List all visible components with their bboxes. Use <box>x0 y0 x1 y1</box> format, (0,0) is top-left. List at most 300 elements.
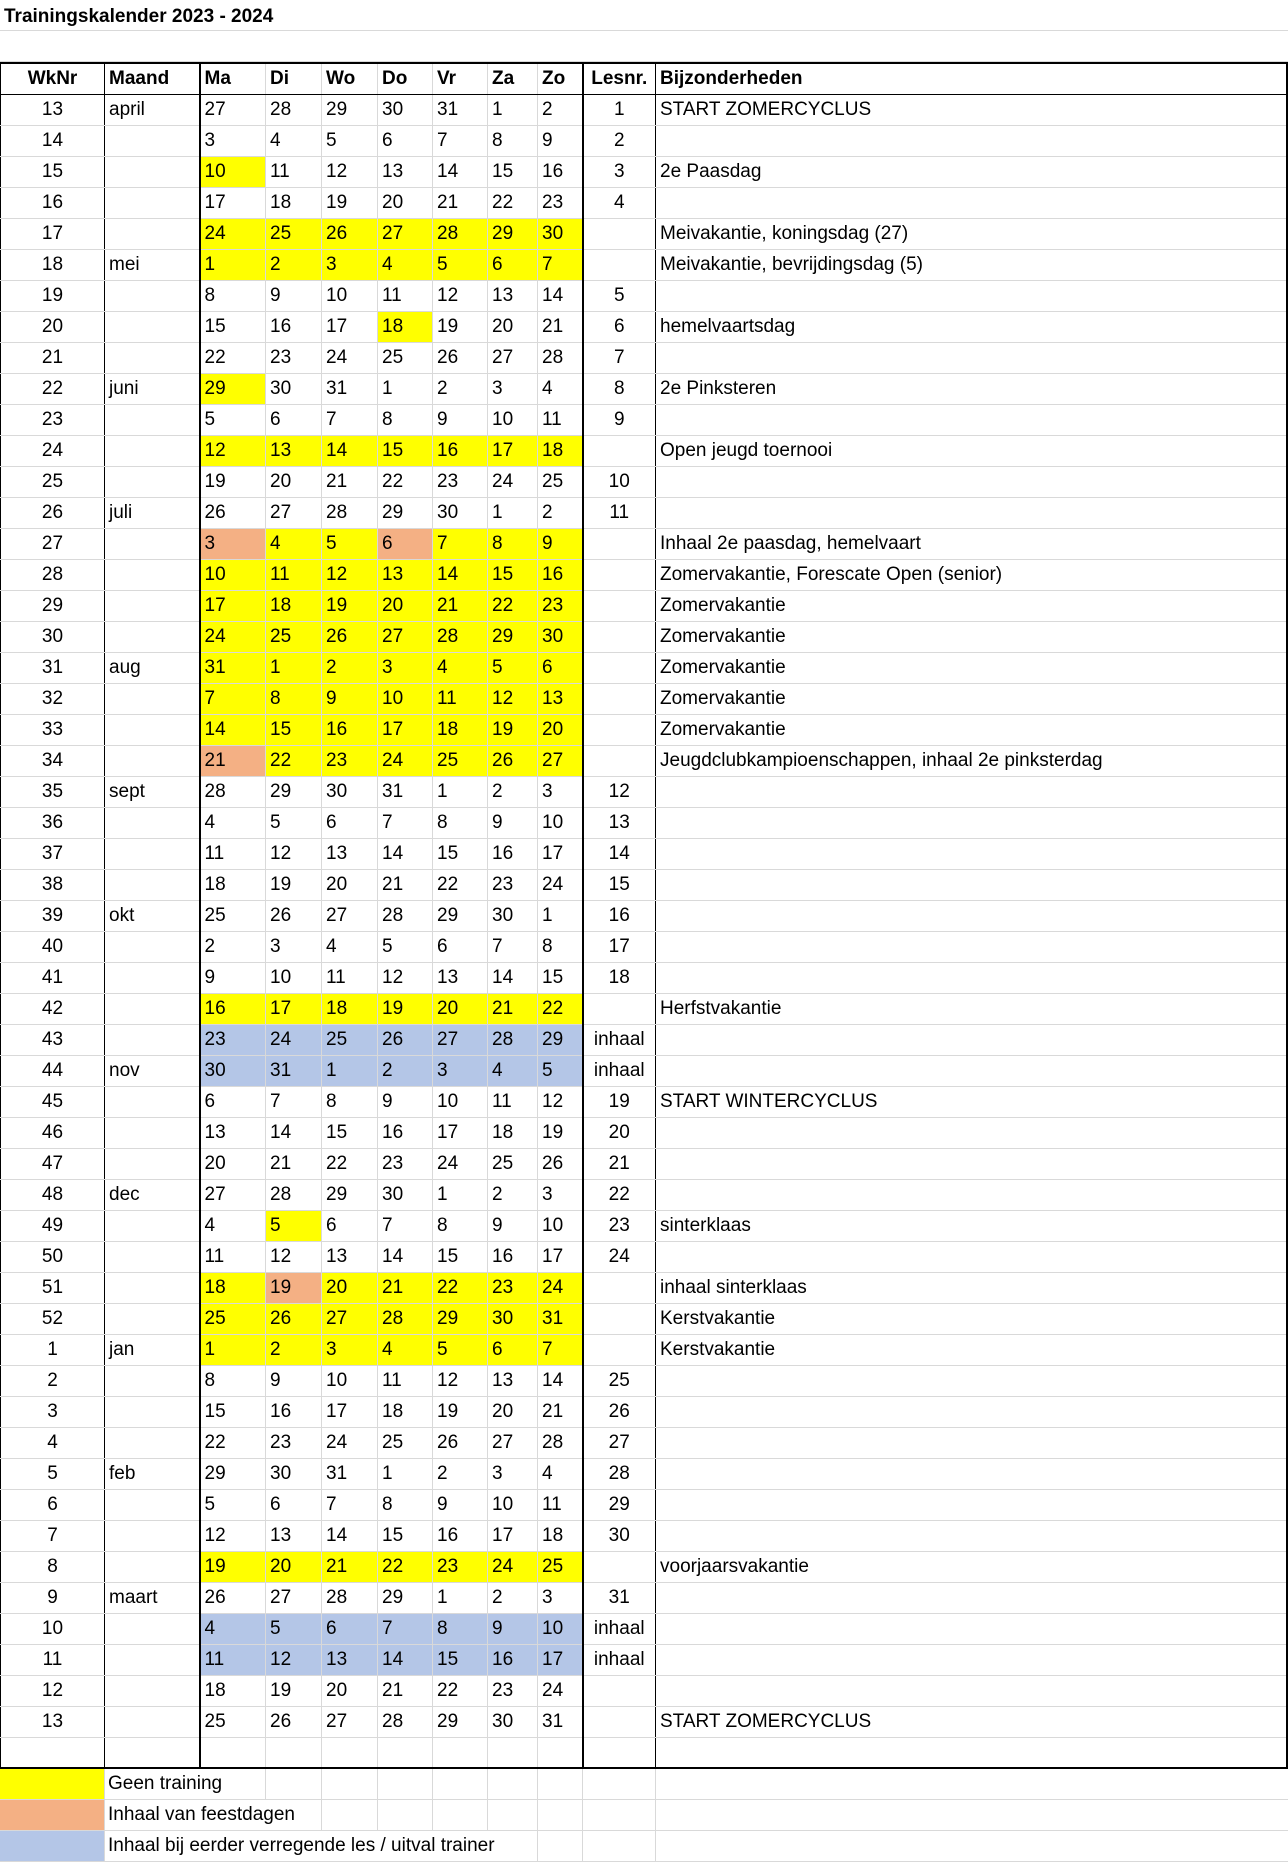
cell-vr[interactable]: 12 <box>433 1366 488 1397</box>
cell-do[interactable]: 14 <box>378 1242 433 1273</box>
cell-ma[interactable]: 19 <box>200 467 266 498</box>
cell-wo[interactable]: 17 <box>322 312 378 343</box>
cell-bijzonderheden[interactable]: START ZOMERCYCLUS <box>656 1707 1287 1738</box>
cell-lesnr[interactable]: inhaal <box>583 1056 656 1087</box>
cell-wo[interactable]: 3 <box>322 1335 378 1366</box>
cell-maand[interactable] <box>105 1211 200 1242</box>
cell-wknr[interactable]: 3 <box>1 1397 105 1428</box>
cell-vr[interactable]: 7 <box>433 126 488 157</box>
cell-za[interactable]: 10 <box>488 1490 538 1521</box>
cell-zo[interactable]: 25 <box>538 1552 583 1583</box>
cell-bijzonderheden[interactable] <box>656 1397 1287 1428</box>
col-header-vr[interactable]: Vr <box>433 63 488 95</box>
col-header-di[interactable]: Di <box>266 63 322 95</box>
cell-zo[interactable]: 30 <box>538 219 583 250</box>
cell-zo[interactable]: 15 <box>538 963 583 994</box>
cell-bijzonderheden[interactable] <box>656 1738 1287 1768</box>
cell-do[interactable]: 21 <box>378 1676 433 1707</box>
cell-ma[interactable]: 25 <box>200 1304 266 1335</box>
cell-ma[interactable]: 15 <box>200 312 266 343</box>
cell-ma[interactable]: 18 <box>200 1676 266 1707</box>
cell-ma[interactable]: 20 <box>200 1149 266 1180</box>
cell-zo[interactable]: 7 <box>538 250 583 281</box>
cell-wknr[interactable]: 30 <box>1 622 105 653</box>
cell-bijzonderheden[interactable]: START ZOMERCYCLUS <box>656 95 1287 126</box>
cell-bijzonderheden[interactable] <box>656 1118 1287 1149</box>
cell-lesnr[interactable] <box>583 560 656 591</box>
cell-maand[interactable] <box>105 312 200 343</box>
cell-ma[interactable]: 8 <box>200 281 266 312</box>
cell-wknr[interactable]: 11 <box>1 1645 105 1676</box>
cell-vr[interactable]: 25 <box>433 746 488 777</box>
cell-wo[interactable]: 26 <box>322 622 378 653</box>
cell-lesnr[interactable]: 6 <box>583 312 656 343</box>
cell-za[interactable]: 4 <box>488 1056 538 1087</box>
cell-di[interactable]: 5 <box>266 1614 322 1645</box>
cell-do[interactable]: 1 <box>378 374 433 405</box>
cell-bijzonderheden[interactable]: Zomervakantie <box>656 591 1287 622</box>
cell-wo[interactable]: 1 <box>322 1056 378 1087</box>
cell-za[interactable]: 20 <box>488 312 538 343</box>
cell-ma[interactable]: 26 <box>200 1583 266 1614</box>
cell-vr[interactable]: 11 <box>433 684 488 715</box>
cell-ma[interactable]: 7 <box>200 684 266 715</box>
cell-lesnr[interactable]: 11 <box>583 498 656 529</box>
cell-lesnr[interactable]: 16 <box>583 901 656 932</box>
cell-do[interactable]: 26 <box>378 1025 433 1056</box>
cell-ma[interactable]: 5 <box>200 1490 266 1521</box>
cell-za[interactable]: 2 <box>488 1180 538 1211</box>
cell-wo[interactable]: 11 <box>322 963 378 994</box>
cell-di[interactable]: 12 <box>266 1645 322 1676</box>
cell-maand[interactable]: juni <box>105 374 200 405</box>
cell-maand[interactable]: mei <box>105 250 200 281</box>
cell-wo[interactable]: 5 <box>322 126 378 157</box>
cell-wo[interactable]: 22 <box>322 1149 378 1180</box>
cell-wknr[interactable] <box>1 1738 105 1768</box>
cell-za[interactable]: 22 <box>488 188 538 219</box>
cell-zo[interactable]: 24 <box>538 1676 583 1707</box>
cell-lesnr[interactable]: 7 <box>583 343 656 374</box>
cell-wknr[interactable]: 12 <box>1 1676 105 1707</box>
cell-zo[interactable]: 31 <box>538 1707 583 1738</box>
cell-za[interactable] <box>488 1738 538 1768</box>
cell-do[interactable]: 5 <box>378 932 433 963</box>
cell-ma[interactable]: 5 <box>200 405 266 436</box>
cell-zo[interactable]: 17 <box>538 1242 583 1273</box>
cell-lesnr[interactable] <box>583 1738 656 1768</box>
cell-lesnr[interactable]: 3 <box>583 157 656 188</box>
cell-vr[interactable]: 29 <box>433 1304 488 1335</box>
cell-vr[interactable]: 5 <box>433 250 488 281</box>
cell-lesnr[interactable] <box>583 1273 656 1304</box>
cell-wknr[interactable]: 32 <box>1 684 105 715</box>
cell-bijzonderheden[interactable] <box>656 1459 1287 1490</box>
cell-do[interactable]: 13 <box>378 560 433 591</box>
cell-bijzonderheden[interactable]: START WINTERCYCLUS <box>656 1087 1287 1118</box>
cell-wo[interactable]: 23 <box>322 746 378 777</box>
cell-do[interactable]: 28 <box>378 901 433 932</box>
cell-lesnr[interactable]: 14 <box>583 839 656 870</box>
cell-do[interactable]: 8 <box>378 1490 433 1521</box>
cell-di[interactable]: 27 <box>266 1583 322 1614</box>
cell-bijzonderheden[interactable] <box>656 1428 1287 1459</box>
cell-ma[interactable]: 1 <box>200 250 266 281</box>
cell-zo[interactable]: 10 <box>538 1614 583 1645</box>
cell-za[interactable]: 1 <box>488 498 538 529</box>
cell-do[interactable]: 19 <box>378 994 433 1025</box>
cell-wknr[interactable]: 40 <box>1 932 105 963</box>
cell-vr[interactable]: 19 <box>433 1397 488 1428</box>
cell-di[interactable]: 24 <box>266 1025 322 1056</box>
cell-maand[interactable]: jan <box>105 1335 200 1366</box>
cell-maand[interactable]: april <box>105 95 200 126</box>
cell-bijzonderheden[interactable]: 2e Paasdag <box>656 157 1287 188</box>
cell-di[interactable]: 9 <box>266 281 322 312</box>
cell-wknr[interactable]: 39 <box>1 901 105 932</box>
cell-ma[interactable]: 21 <box>200 746 266 777</box>
cell-vr[interactable]: 17 <box>433 1118 488 1149</box>
cell-wknr[interactable]: 24 <box>1 436 105 467</box>
cell-maand[interactable]: dec <box>105 1180 200 1211</box>
cell-wo[interactable]: 26 <box>322 219 378 250</box>
cell-za[interactable]: 1 <box>488 95 538 126</box>
cell-di[interactable]: 23 <box>266 1428 322 1459</box>
cell-lesnr[interactable]: 22 <box>583 1180 656 1211</box>
cell-vr[interactable]: 15 <box>433 1242 488 1273</box>
cell-wo[interactable]: 27 <box>322 1304 378 1335</box>
cell-bijzonderheden[interactable]: Inhaal 2e paasdag, hemelvaart <box>656 529 1287 560</box>
cell-zo[interactable]: 2 <box>538 498 583 529</box>
cell-bijzonderheden[interactable] <box>656 1366 1287 1397</box>
cell-wknr[interactable]: 49 <box>1 1211 105 1242</box>
cell-wo[interactable]: 12 <box>322 560 378 591</box>
cell-za[interactable]: 22 <box>488 591 538 622</box>
cell-wknr[interactable]: 48 <box>1 1180 105 1211</box>
cell-vr[interactable]: 21 <box>433 591 488 622</box>
cell-wknr[interactable]: 50 <box>1 1242 105 1273</box>
cell-di[interactable]: 23 <box>266 343 322 374</box>
cell-ma[interactable]: 16 <box>200 994 266 1025</box>
cell-maand[interactable] <box>105 994 200 1025</box>
cell-do[interactable]: 17 <box>378 715 433 746</box>
cell-ma[interactable]: 26 <box>200 498 266 529</box>
cell-di[interactable]: 3 <box>266 932 322 963</box>
cell-vr[interactable]: 22 <box>433 1273 488 1304</box>
cell-do[interactable]: 14 <box>378 1645 433 1676</box>
cell-za[interactable]: 3 <box>488 1459 538 1490</box>
cell-wknr[interactable]: 41 <box>1 963 105 994</box>
cell-zo[interactable]: 3 <box>538 1180 583 1211</box>
cell-maand[interactable] <box>105 343 200 374</box>
cell-wknr[interactable]: 27 <box>1 529 105 560</box>
cell-bijzonderheden[interactable] <box>656 1180 1287 1211</box>
cell-vr[interactable]: 1 <box>433 777 488 808</box>
cell-maand[interactable] <box>105 870 200 901</box>
cell-lesnr[interactable] <box>583 250 656 281</box>
cell-ma[interactable]: 4 <box>200 1211 266 1242</box>
cell-ma[interactable]: 10 <box>200 157 266 188</box>
cell-do[interactable]: 15 <box>378 436 433 467</box>
cell-ma[interactable]: 31 <box>200 653 266 684</box>
cell-maand[interactable] <box>105 1149 200 1180</box>
cell-wo[interactable]: 20 <box>322 1676 378 1707</box>
cell-za[interactable]: 17 <box>488 1521 538 1552</box>
cell-wo[interactable]: 8 <box>322 1087 378 1118</box>
cell-lesnr[interactable] <box>583 529 656 560</box>
col-header-ma[interactable]: Ma <box>200 63 266 95</box>
cell-wknr[interactable]: 20 <box>1 312 105 343</box>
cell-za[interactable]: 24 <box>488 467 538 498</box>
cell-lesnr[interactable]: 31 <box>583 1583 656 1614</box>
cell-zo[interactable]: 21 <box>538 1397 583 1428</box>
cell-di[interactable]: 5 <box>266 1211 322 1242</box>
cell-maand[interactable] <box>105 467 200 498</box>
cell-wo[interactable]: 19 <box>322 188 378 219</box>
cell-di[interactable]: 2 <box>266 250 322 281</box>
cell-ma[interactable]: 24 <box>200 622 266 653</box>
cell-di[interactable]: 26 <box>266 901 322 932</box>
cell-vr[interactable]: 28 <box>433 219 488 250</box>
cell-maand[interactable] <box>105 622 200 653</box>
cell-vr[interactable]: 14 <box>433 157 488 188</box>
cell-maand[interactable] <box>105 1304 200 1335</box>
cell-vr[interactable]: 19 <box>433 312 488 343</box>
cell-vr[interactable]: 22 <box>433 1676 488 1707</box>
cell-zo[interactable]: 29 <box>538 1025 583 1056</box>
cell-wo[interactable]: 6 <box>322 1614 378 1645</box>
cell-za[interactable]: 20 <box>488 1397 538 1428</box>
cell-ma[interactable]: 2 <box>200 932 266 963</box>
col-header-zo[interactable]: Zo <box>538 63 583 95</box>
cell-bijzonderheden[interactable]: sinterklaas <box>656 1211 1287 1242</box>
cell-wo[interactable]: 6 <box>322 808 378 839</box>
cell-di[interactable]: 4 <box>266 529 322 560</box>
cell-za[interactable]: 5 <box>488 653 538 684</box>
cell-ma[interactable]: 9 <box>200 963 266 994</box>
cell-wo[interactable]: 4 <box>322 932 378 963</box>
cell-di[interactable]: 19 <box>266 870 322 901</box>
cell-di[interactable]: 5 <box>266 808 322 839</box>
cell-wknr[interactable]: 35 <box>1 777 105 808</box>
cell-bijzonderheden[interactable] <box>656 963 1287 994</box>
cell-di[interactable]: 6 <box>266 405 322 436</box>
cell-wo[interactable]: 29 <box>322 95 378 126</box>
cell-vr[interactable]: 9 <box>433 1490 488 1521</box>
cell-wo[interactable]: 13 <box>322 839 378 870</box>
cell-zo[interactable]: 7 <box>538 1335 583 1366</box>
cell-vr[interactable]: 27 <box>433 1025 488 1056</box>
cell-di[interactable]: 14 <box>266 1118 322 1149</box>
cell-wo[interactable]: 28 <box>322 498 378 529</box>
cell-di[interactable]: 26 <box>266 1707 322 1738</box>
cell-za[interactable]: 13 <box>488 1366 538 1397</box>
cell-do[interactable]: 29 <box>378 498 433 529</box>
cell-di[interactable]: 26 <box>266 1304 322 1335</box>
cell-zo[interactable]: 4 <box>538 374 583 405</box>
cell-za[interactable]: 29 <box>488 622 538 653</box>
cell-wknr[interactable]: 34 <box>1 746 105 777</box>
cell-bijzonderheden[interactable] <box>656 1025 1287 1056</box>
cell-bijzonderheden[interactable]: Zomervakantie <box>656 715 1287 746</box>
cell-zo[interactable]: 28 <box>538 1428 583 1459</box>
cell-wo[interactable]: 10 <box>322 281 378 312</box>
cell-lesnr[interactable]: 27 <box>583 1428 656 1459</box>
cell-wknr[interactable]: 6 <box>1 1490 105 1521</box>
cell-bijzonderheden[interactable]: hemelvaartsdag <box>656 312 1287 343</box>
cell-maand[interactable]: feb <box>105 1459 200 1490</box>
cell-bijzonderheden[interactable]: Open jeugd toernooi <box>656 436 1287 467</box>
cell-vr[interactable]: 15 <box>433 839 488 870</box>
cell-lesnr[interactable] <box>583 622 656 653</box>
cell-zo[interactable]: 8 <box>538 932 583 963</box>
cell-do[interactable]: 18 <box>378 312 433 343</box>
cell-maand[interactable] <box>105 405 200 436</box>
cell-ma[interactable]: 3 <box>200 529 266 560</box>
cell-wknr[interactable]: 4 <box>1 1428 105 1459</box>
cell-do[interactable]: 27 <box>378 219 433 250</box>
cell-maand[interactable] <box>105 529 200 560</box>
cell-bijzonderheden[interactable] <box>656 808 1287 839</box>
cell-wo[interactable]: 24 <box>322 343 378 374</box>
cell-ma[interactable]: 4 <box>200 808 266 839</box>
cell-vr[interactable]: 2 <box>433 1459 488 1490</box>
cell-lesnr[interactable]: 8 <box>583 374 656 405</box>
cell-ma[interactable] <box>200 1738 266 1768</box>
cell-ma[interactable]: 11 <box>200 1645 266 1676</box>
cell-wknr[interactable]: 8 <box>1 1552 105 1583</box>
cell-bijzonderheden[interactable] <box>656 498 1287 529</box>
cell-lesnr[interactable]: 29 <box>583 1490 656 1521</box>
cell-lesnr[interactable]: 19 <box>583 1087 656 1118</box>
cell-maand[interactable] <box>105 1397 200 1428</box>
cell-bijzonderheden[interactable] <box>656 1583 1287 1614</box>
cell-zo[interactable]: 21 <box>538 312 583 343</box>
cell-zo[interactable]: 22 <box>538 994 583 1025</box>
cell-wknr[interactable]: 31 <box>1 653 105 684</box>
cell-ma[interactable]: 27 <box>200 1180 266 1211</box>
cell-maand[interactable]: okt <box>105 901 200 932</box>
cell-za[interactable]: 21 <box>488 994 538 1025</box>
cell-lesnr[interactable] <box>583 1552 656 1583</box>
cell-zo[interactable]: 18 <box>538 436 583 467</box>
cell-zo[interactable]: 3 <box>538 777 583 808</box>
cell-lesnr[interactable] <box>583 1304 656 1335</box>
cell-vr[interactable]: 1 <box>433 1180 488 1211</box>
cell-di[interactable]: 2 <box>266 1335 322 1366</box>
cell-wknr[interactable]: 19 <box>1 281 105 312</box>
cell-lesnr[interactable]: 30 <box>583 1521 656 1552</box>
cell-zo[interactable]: 6 <box>538 653 583 684</box>
cell-bijzonderheden[interactable]: Zomervakantie, Forescate Open (senior) <box>656 560 1287 591</box>
cell-wknr[interactable]: 13 <box>1 95 105 126</box>
cell-wknr[interactable]: 33 <box>1 715 105 746</box>
cell-bijzonderheden[interactable]: 2e Pinksteren <box>656 374 1287 405</box>
cell-zo[interactable]: 23 <box>538 188 583 219</box>
col-header-bijzonderheden[interactable]: Bijzonderheden <box>656 63 1287 95</box>
cell-bijzonderheden[interactable]: Zomervakantie <box>656 684 1287 715</box>
cell-maand[interactable]: maart <box>105 1583 200 1614</box>
cell-maand[interactable] <box>105 126 200 157</box>
cell-wo[interactable]: 16 <box>322 715 378 746</box>
cell-lesnr[interactable]: 12 <box>583 777 656 808</box>
cell-di[interactable]: 18 <box>266 188 322 219</box>
cell-zo[interactable]: 19 <box>538 1118 583 1149</box>
cell-ma[interactable]: 11 <box>200 839 266 870</box>
cell-wknr[interactable]: 2 <box>1 1366 105 1397</box>
cell-di[interactable]: 11 <box>266 157 322 188</box>
cell-zo[interactable]: 5 <box>538 1056 583 1087</box>
cell-do[interactable]: 14 <box>378 839 433 870</box>
cell-wo[interactable]: 25 <box>322 1025 378 1056</box>
cell-bijzonderheden[interactable] <box>656 1490 1287 1521</box>
cell-di[interactable]: 4 <box>266 126 322 157</box>
cell-za[interactable]: 23 <box>488 1273 538 1304</box>
cell-vr[interactable]: 31 <box>433 95 488 126</box>
cell-bijzonderheden[interactable]: Herfstvakantie <box>656 994 1287 1025</box>
cell-lesnr[interactable]: 26 <box>583 1397 656 1428</box>
cell-zo[interactable]: 23 <box>538 591 583 622</box>
cell-vr[interactable]: 22 <box>433 870 488 901</box>
cell-za[interactable]: 2 <box>488 1583 538 1614</box>
col-header-maand[interactable]: Maand <box>105 63 200 95</box>
cell-vr[interactable]: 15 <box>433 1645 488 1676</box>
cell-maand[interactable] <box>105 157 200 188</box>
cell-wknr[interactable]: 9 <box>1 1583 105 1614</box>
cell-zo[interactable]: 17 <box>538 839 583 870</box>
cell-do[interactable]: 20 <box>378 188 433 219</box>
cell-wknr[interactable]: 14 <box>1 126 105 157</box>
cell-wknr[interactable]: 5 <box>1 1459 105 1490</box>
cell-lesnr[interactable] <box>583 1335 656 1366</box>
cell-maand[interactable] <box>105 436 200 467</box>
cell-wo[interactable]: 31 <box>322 1459 378 1490</box>
cell-lesnr[interactable]: 1 <box>583 95 656 126</box>
cell-do[interactable]: 9 <box>378 1087 433 1118</box>
cell-bijzonderheden[interactable]: Zomervakantie <box>656 622 1287 653</box>
cell-zo[interactable]: 10 <box>538 808 583 839</box>
cell-zo[interactable]: 11 <box>538 405 583 436</box>
cell-vr[interactable] <box>433 1738 488 1768</box>
cell-ma[interactable]: 6 <box>200 1087 266 1118</box>
cell-ma[interactable]: 4 <box>200 1614 266 1645</box>
col-header-do[interactable]: Do <box>378 63 433 95</box>
cell-za[interactable]: 24 <box>488 1552 538 1583</box>
cell-maand[interactable] <box>105 684 200 715</box>
cell-lesnr[interactable] <box>583 684 656 715</box>
cell-bijzonderheden[interactable] <box>656 1645 1287 1676</box>
cell-lesnr[interactable]: 18 <box>583 963 656 994</box>
cell-za[interactable]: 29 <box>488 219 538 250</box>
cell-wo[interactable]: 13 <box>322 1645 378 1676</box>
cell-bijzonderheden[interactable] <box>656 467 1287 498</box>
cell-lesnr[interactable] <box>583 994 656 1025</box>
cell-do[interactable]: 16 <box>378 1118 433 1149</box>
cell-bijzonderheden[interactable]: Zomervakantie <box>656 653 1287 684</box>
cell-bijzonderheden[interactable]: voorjaarsvakantie <box>656 1552 1287 1583</box>
cell-ma[interactable]: 18 <box>200 1273 266 1304</box>
cell-bijzonderheden[interactable]: Kerstvakantie <box>656 1304 1287 1335</box>
cell-lesnr[interactable]: 15 <box>583 870 656 901</box>
col-header-wo[interactable]: Wo <box>322 63 378 95</box>
cell-ma[interactable]: 24 <box>200 219 266 250</box>
cell-do[interactable]: 22 <box>378 467 433 498</box>
cell-za[interactable]: 15 <box>488 560 538 591</box>
cell-za[interactable]: 6 <box>488 250 538 281</box>
cell-ma[interactable]: 14 <box>200 715 266 746</box>
cell-ma[interactable]: 22 <box>200 343 266 374</box>
cell-vr[interactable]: 24 <box>433 1149 488 1180</box>
